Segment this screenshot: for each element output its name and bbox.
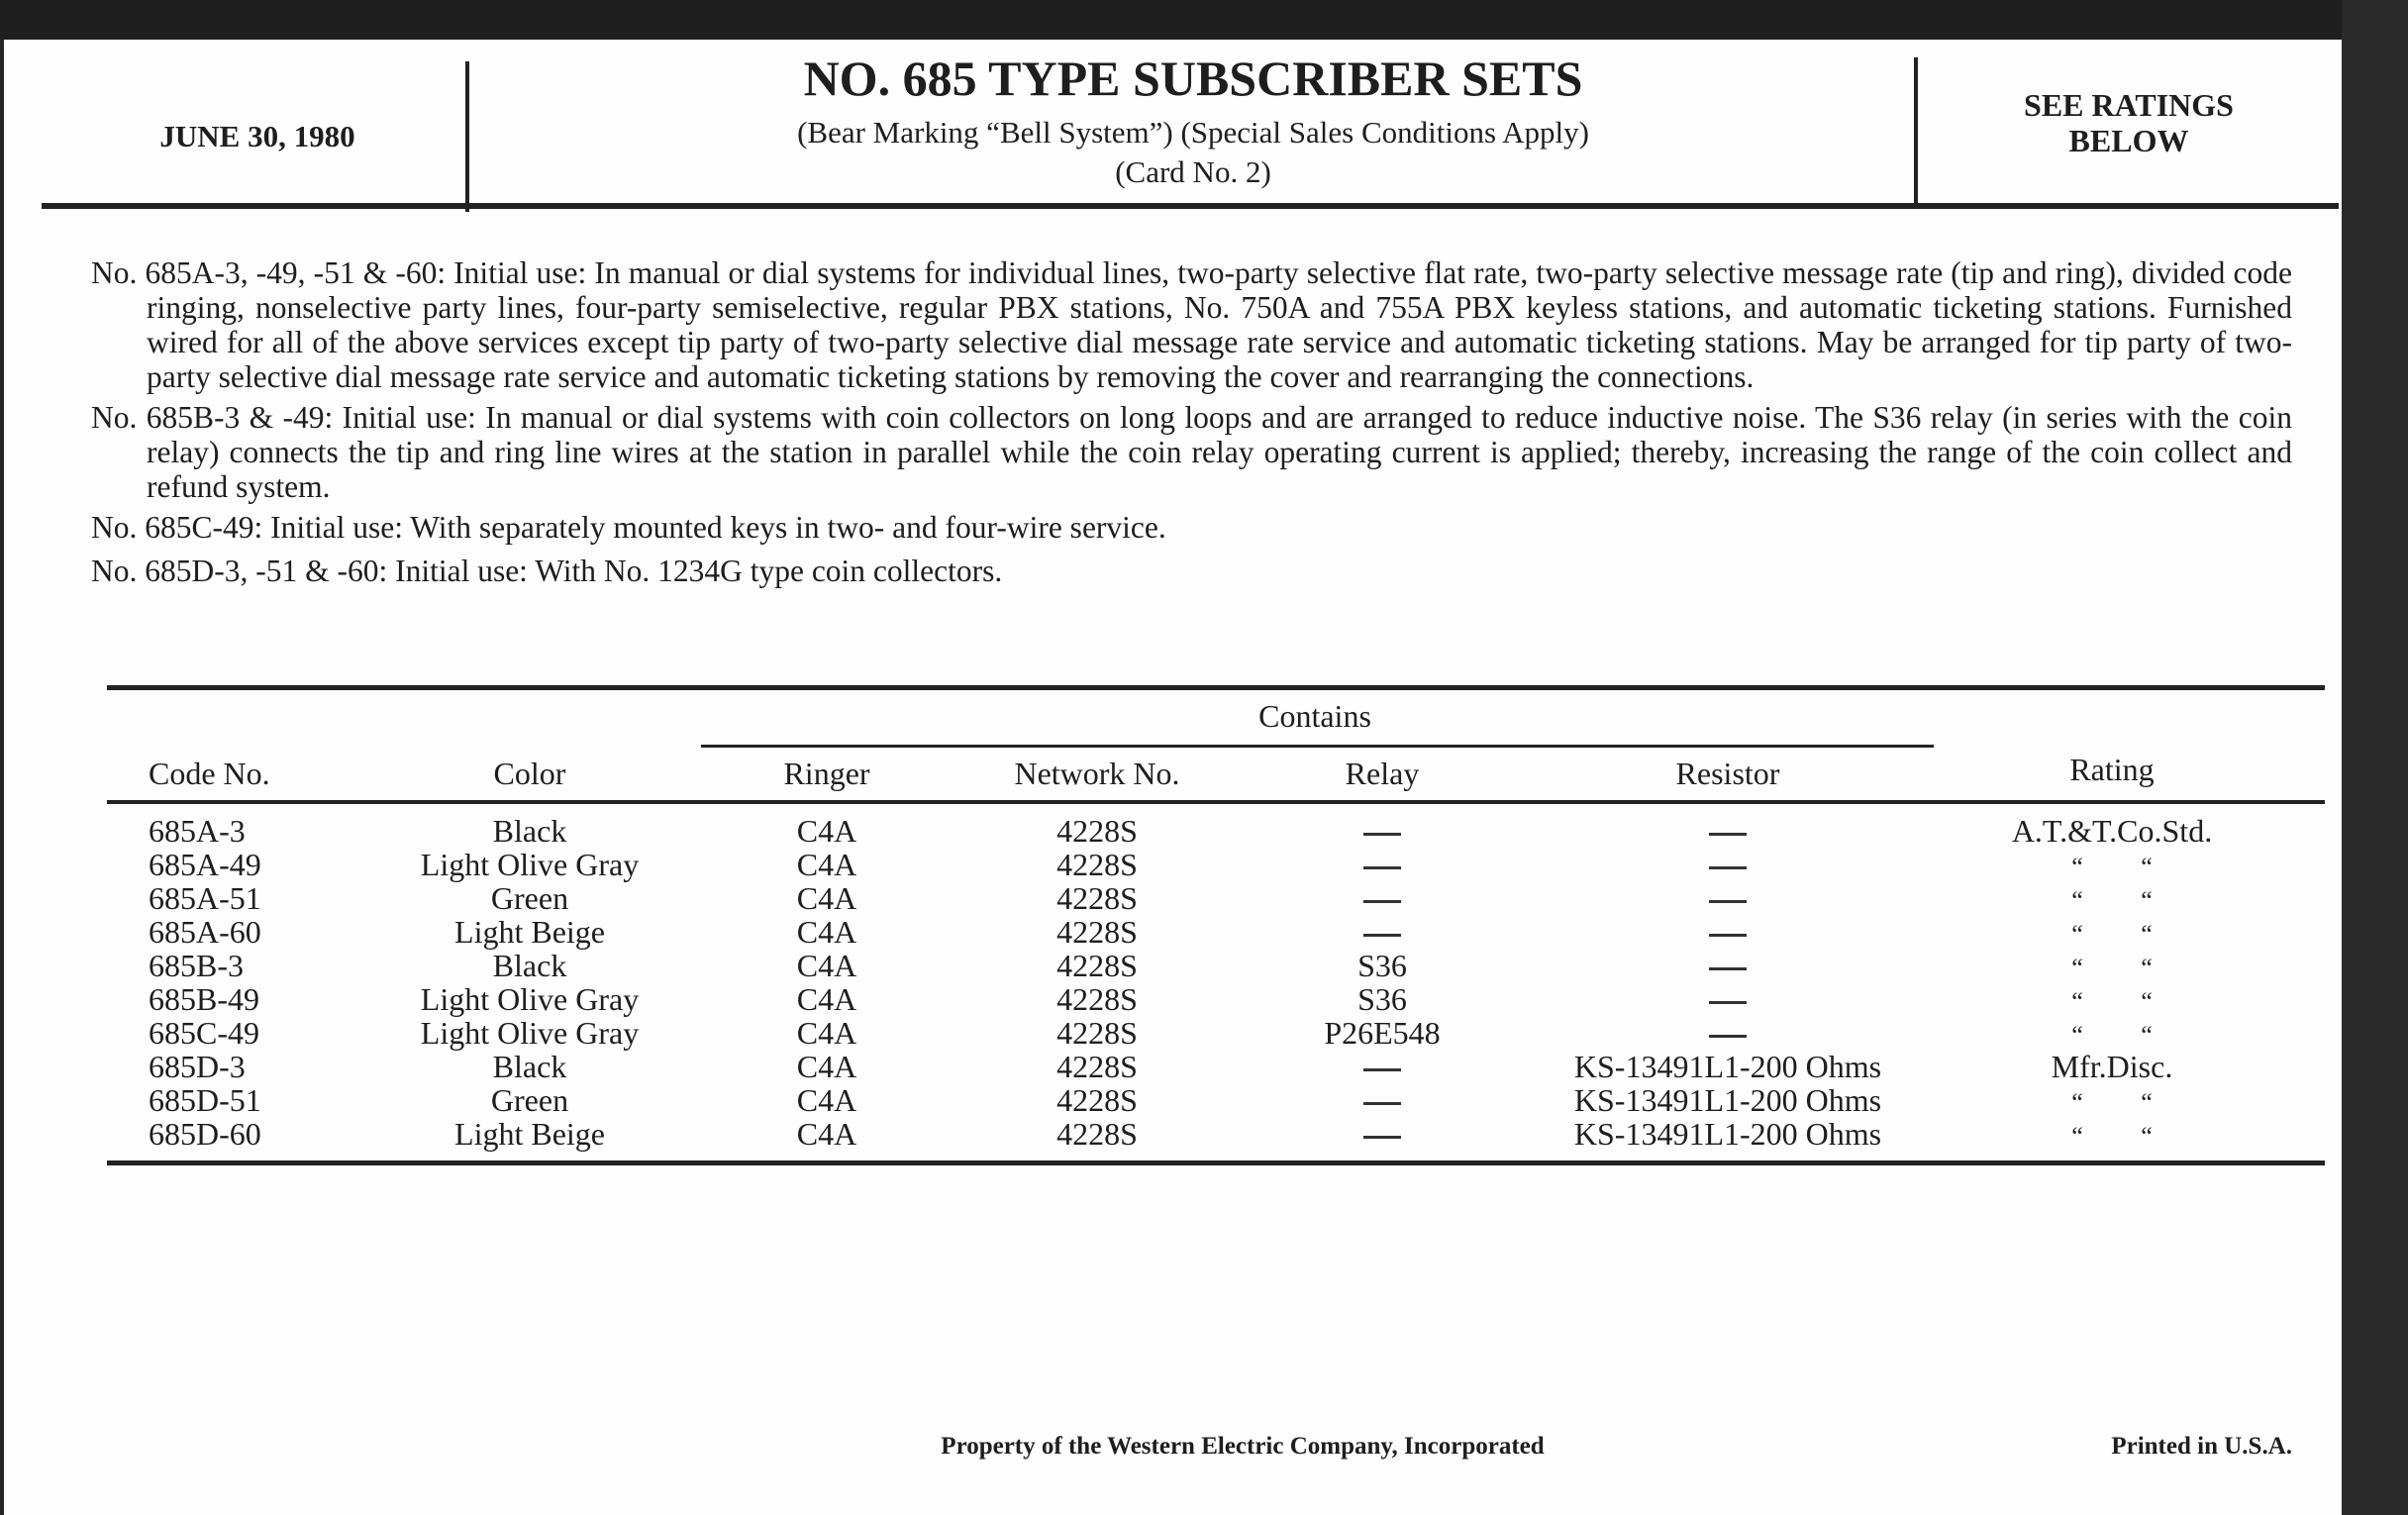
dash-placeholder [1709, 934, 1747, 937]
dash-placeholder [1709, 1035, 1747, 1038]
ditto-marks [2043, 1124, 2181, 1150]
header-rule [42, 203, 2339, 209]
cell-ringer: C4A [796, 1116, 857, 1152]
cell-ringer: C4A [796, 1015, 857, 1051]
cell-relay [1363, 1083, 1401, 1117]
cell-relay [1363, 1050, 1401, 1083]
cell-relay: S36 [1357, 948, 1407, 983]
cell-rating [2043, 1016, 2181, 1050]
cell-ringer: C4A [796, 1049, 857, 1084]
cell-code: 685D-51 [149, 1082, 261, 1118]
cell-resistor: KS-13491L1-200 Ohms [1573, 1049, 1882, 1084]
ditto-mark: “ [2141, 1088, 2153, 1117]
cell-rating [2043, 1083, 2181, 1117]
cell-relay: S36 [1357, 981, 1407, 1017]
cell-network: 4228S [1056, 948, 1138, 983]
cell-resistor [1709, 915, 1747, 949]
description-685b: No. 685B-3 & -49: Initial use: In manual or dial systems with coin collectors on long loops and are arranged to reduce inductive noise. The S36 relay (in series with the coin relay) connects the tip and ring line wires at the station in parallel while the coin relay operating current is applied; thereby, increasing the range of the coin collect and refund system. [91, 400, 2292, 504]
cell-color: Light Olive Gray [420, 847, 640, 882]
ditto-mark: “ [2141, 920, 2153, 949]
dash-placeholder [1709, 967, 1747, 970]
cell-rating [2043, 881, 2181, 915]
dash-placeholder [1363, 833, 1401, 836]
dash-placeholder [1363, 934, 1401, 937]
ditto-mark: “ [2141, 1122, 2153, 1151]
ditto-mark: “ [2141, 886, 2153, 915]
cell-ringer: C4A [796, 880, 857, 916]
cell-ringer: C4A [796, 948, 857, 983]
ditto-mark: “ [2071, 1122, 2083, 1151]
cell-color: Black [492, 948, 567, 983]
description-685c: No. 685C-49: Initial use: With separately mounted keys in two- and four-wire service. [91, 510, 1166, 545]
cell-resistor: KS-13491L1-200 Ohms [1573, 1116, 1882, 1152]
contains-span-rule [701, 745, 1934, 748]
ditto-mark: “ [2071, 886, 2083, 915]
ditto-marks [2043, 888, 2181, 914]
cell-network: 4228S [1056, 1015, 1138, 1051]
ditto-marks [2043, 956, 2181, 981]
cell-resistor [1709, 1016, 1747, 1050]
ditto-marks [2043, 1023, 2181, 1049]
ditto-marks [2043, 922, 2181, 948]
cell-ringer: C4A [796, 914, 857, 950]
cell-resistor [1709, 848, 1747, 881]
ditto-mark: “ [2071, 853, 2083, 881]
document-subtitle: (Bear Marking “Bell System”) (Special Sales Conditions Apply) [797, 115, 1589, 150]
cell-network: 4228S [1056, 1116, 1138, 1152]
ratings-note-line2: BELOW [2068, 123, 2189, 158]
cell-color: Black [492, 1049, 567, 1084]
ditto-marks [2043, 1090, 2181, 1116]
cell-network: 4228S [1056, 880, 1138, 916]
cell-code: 685D-3 [149, 1049, 246, 1084]
cell-code: 685C-49 [149, 1015, 259, 1051]
cell-network: 4228S [1056, 914, 1138, 950]
cell-code: 685A-49 [149, 847, 261, 882]
cell-network: 4228S [1056, 1049, 1138, 1084]
cell-code: 685B-3 [149, 948, 244, 983]
dash-placeholder [1363, 1068, 1401, 1071]
cell-resistor [1709, 881, 1747, 915]
header-divider-right [1914, 57, 1918, 204]
cell-color: Green [490, 1082, 569, 1118]
cell-code: 685A-60 [149, 914, 261, 950]
dash-placeholder [1363, 866, 1401, 869]
issue-date: JUNE 30, 1980 [159, 119, 355, 153]
cell-relay [1363, 814, 1401, 848]
cell-relay [1363, 1117, 1401, 1151]
cell-ringer: C4A [796, 813, 857, 849]
description-685a: No. 685A-3, -49, -51 & -60: Initial use: In manual or dial systems for individual lines, two-party selective flat rate, two-party selective message rate (tip and ring), divided code ringing, nonselective party lines, four-party semiselective, regular PBX stations, No. 750A and 755A PBX keyless stations, and automatic ticketing stations. Furnished wired for all of the above services except tip party of two-party selective dial message rate service and automatic ticketing stations. May be arranged for tip party of two-party selective dial message rate service and automatic ticketing stations by removing the cover and rearranging the connections. [91, 255, 2292, 394]
table-header-rule [107, 800, 2325, 804]
cell-rating [2043, 1117, 2181, 1151]
cell-rating: A.T.&T.Co.Std. [2011, 813, 2213, 849]
column-header-color: Color [493, 756, 566, 791]
ratings-note-line1: SEE RATINGS [2024, 87, 2234, 123]
dash-placeholder [1709, 900, 1747, 903]
cell-color: Black [492, 813, 567, 849]
ditto-mark: “ [2141, 987, 2153, 1016]
header-divider-left [465, 61, 469, 212]
cell-code: 685A-51 [149, 880, 261, 916]
ditto-mark: “ [2071, 1021, 2083, 1050]
cell-rating [2043, 982, 2181, 1016]
cell-color: Light Olive Gray [420, 981, 640, 1017]
cell-color: Light Beige [454, 1116, 605, 1152]
column-header-relay: Relay [1345, 756, 1420, 791]
card-number: (Card No. 2) [1115, 154, 1271, 189]
cell-resistor [1709, 982, 1747, 1016]
cell-color: Green [490, 880, 569, 916]
dash-placeholder [1363, 900, 1401, 903]
dash-placeholder [1363, 1136, 1401, 1139]
column-header-code: Code No. [149, 756, 270, 791]
descriptions [91, 255, 2292, 597]
cell-network: 4228S [1056, 981, 1138, 1017]
cell-resistor: KS-13491L1-200 Ohms [1573, 1082, 1882, 1118]
table-group-header-contains: Contains [1258, 698, 1371, 734]
dash-placeholder [1709, 1001, 1747, 1004]
ditto-mark: “ [2071, 920, 2083, 949]
ditto-marks [2043, 989, 2181, 1015]
ditto-mark: “ [2071, 954, 2083, 982]
cell-rating [2043, 848, 2181, 881]
printed-in: Printed in U.S.A. [2111, 1433, 2292, 1460]
description-685d: No. 685D-3, -51 & -60: Initial use: With No. 1234G type coin collectors. [91, 554, 1003, 588]
subscriber-set-table [0, 685, 2408, 1180]
cell-color: Light Olive Gray [420, 1015, 640, 1051]
ratings-note [1926, 87, 2332, 158]
cell-code: 685A-3 [149, 813, 246, 849]
cell-rating [2043, 915, 2181, 949]
ditto-marks [2043, 855, 2181, 880]
document-title: NO. 685 TYPE SUBSCRIBER SETS [803, 50, 1583, 106]
ditto-mark: “ [2141, 853, 2153, 881]
cell-code: 685B-49 [149, 981, 259, 1017]
cell-relay [1363, 915, 1401, 949]
table-bottom-rule [107, 1161, 2325, 1165]
ditto-mark: “ [2071, 1088, 2083, 1117]
cell-ringer: C4A [796, 981, 857, 1017]
column-header-rating: Rating [2069, 752, 2155, 787]
cell-ringer: C4A [796, 1082, 857, 1118]
column-header-ringer: Ringer [783, 756, 870, 791]
property-notice: Property of the Western Electric Company, Incorporated [941, 1433, 1545, 1460]
cell-resistor [1709, 814, 1747, 848]
cell-network: 4228S [1056, 1082, 1138, 1118]
cell-relay [1363, 848, 1401, 881]
column-header-resistor: Resistor [1675, 756, 1780, 791]
ditto-mark: “ [2071, 987, 2083, 1016]
dash-placeholder [1709, 866, 1747, 869]
cell-color: Light Beige [454, 914, 605, 950]
ditto-mark: “ [2141, 1021, 2153, 1050]
cell-network: 4228S [1056, 813, 1138, 849]
column-header-network: Network No. [1014, 756, 1180, 791]
ditto-mark: “ [2141, 954, 2153, 982]
cell-rating: Mfr.Disc. [2051, 1049, 2173, 1084]
table-top-rule [107, 685, 2325, 690]
cell-network: 4228S [1056, 847, 1138, 882]
cell-relay: P26E548 [1324, 1015, 1441, 1051]
cell-ringer: C4A [796, 847, 857, 882]
cell-resistor [1709, 949, 1747, 982]
dash-placeholder [1709, 833, 1747, 836]
cell-code: 685D-60 [149, 1116, 261, 1152]
cell-rating [2043, 949, 2181, 982]
cell-relay [1363, 881, 1401, 915]
scan-border-top [0, 0, 2408, 40]
dash-placeholder [1363, 1102, 1401, 1105]
